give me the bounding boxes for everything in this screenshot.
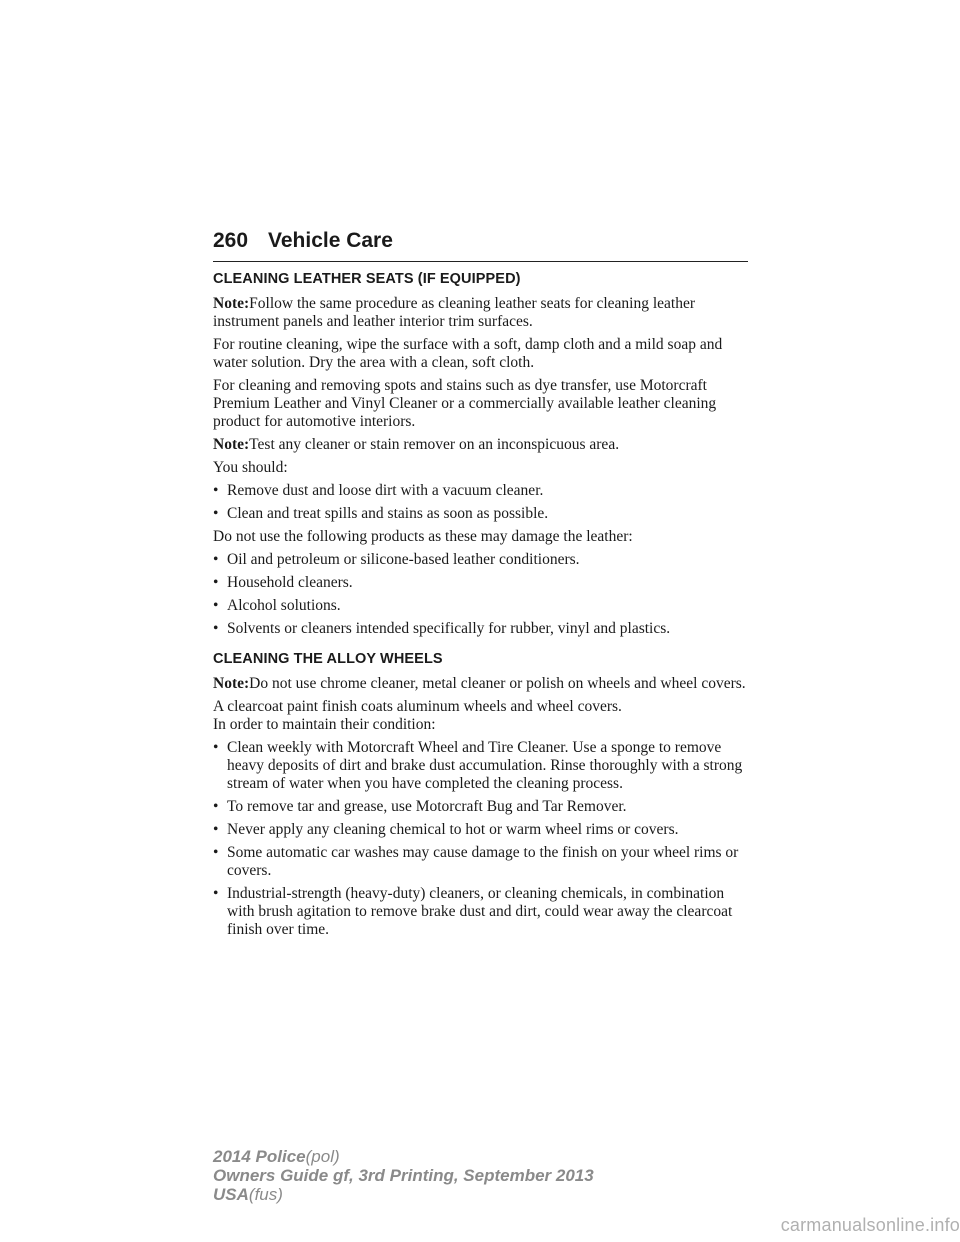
list-item bbox=[213, 739, 753, 793]
footer-region-code: (fus) bbox=[248, 1185, 283, 1204]
bullet-icon: • bbox=[213, 885, 219, 902]
list-item-text: Alcohol solutions. bbox=[227, 597, 341, 614]
should-intro: You should: bbox=[213, 459, 288, 476]
page-content bbox=[213, 270, 753, 944]
page-number: 260 bbox=[213, 229, 249, 252]
list-item bbox=[213, 821, 753, 839]
list-item-text: Solvents or cleaners intended specifically for rubber, vinyl and plastics. bbox=[227, 620, 671, 637]
wheels-list bbox=[213, 739, 753, 939]
bullet-icon: • bbox=[213, 739, 219, 756]
should-list bbox=[213, 482, 753, 523]
leather-para-2: For cleaning and removing spots and stains such as dye transfer, use Motorcraft Premium Leather and Vinyl Cleaner or a commercially available leather cleaning product for automotive interiors. bbox=[213, 377, 717, 430]
watermark: carmanualsonline.info bbox=[780, 1215, 960, 1235]
list-item bbox=[213, 885, 753, 939]
bullet-icon: • bbox=[213, 798, 219, 815]
bullet-icon: • bbox=[213, 844, 219, 861]
wheels-para-line-1: A clearcoat paint finish coats aluminum wheels and wheel covers. bbox=[213, 698, 622, 715]
leather-heading: CLEANING LEATHER SEATS (IF EQUIPPED) bbox=[213, 271, 521, 287]
bullet-icon: • bbox=[213, 482, 219, 499]
bullet-icon: • bbox=[213, 574, 219, 591]
note-label: Note: bbox=[213, 436, 250, 453]
wheels-para-line-2: In order to maintain their condition: bbox=[213, 716, 436, 733]
avoid-intro: Do not use the following products as these may damage the leather: bbox=[213, 528, 633, 545]
list-item bbox=[213, 620, 753, 638]
page-footer bbox=[213, 1147, 594, 1204]
leather-note-1 bbox=[213, 295, 753, 331]
footer-region: USA bbox=[213, 1185, 249, 1204]
avoid-list bbox=[213, 551, 753, 638]
list-item bbox=[213, 844, 753, 880]
footer-line-2: Owners Guide gf, 3rd Printing, September 2013 bbox=[213, 1166, 594, 1185]
list-item-text: Remove dust and loose dirt with a vacuum cleaner. bbox=[227, 482, 544, 499]
bullet-icon: • bbox=[213, 620, 219, 637]
leather-para-1: For routine cleaning, wipe the surface with a soft, damp cloth and a mild soap and water solution. Dry the area with a clean, soft cloth. bbox=[213, 336, 723, 371]
footer-line-1 bbox=[213, 1147, 594, 1166]
wheels-note bbox=[213, 675, 753, 693]
list-item-text: Household cleaners. bbox=[227, 574, 353, 591]
footer-model: 2014 Police bbox=[213, 1147, 306, 1166]
wheels-para-1 bbox=[213, 698, 753, 734]
wheels-heading: CLEANING THE ALLOY WHEELS bbox=[213, 651, 443, 667]
list-item bbox=[213, 798, 753, 816]
section-title: Vehicle Care bbox=[268, 229, 393, 252]
leather-note-2 bbox=[213, 436, 753, 454]
note-label: Note: bbox=[213, 675, 250, 692]
note-text: Follow the same procedure as cleaning leather seats for cleaning leather instrument panels and leather interior trim surfaces. bbox=[213, 295, 696, 330]
list-item-text: Industrial-strength (heavy-duty) cleaners, or cleaning chemicals, in combination with brush agitation to remove brake dust and dirt, could wear away the clearcoat finish over time. bbox=[227, 885, 733, 938]
bullet-icon: • bbox=[213, 505, 219, 522]
footer-line-3 bbox=[213, 1185, 594, 1204]
list-item-text: Oil and petroleum or silicone-based leather conditioners. bbox=[227, 551, 580, 568]
page-header bbox=[213, 229, 748, 262]
list-item-text: Never apply any cleaning chemical to hot or warm wheel rims or covers. bbox=[227, 821, 679, 838]
bullet-icon: • bbox=[213, 551, 219, 568]
list-item bbox=[213, 505, 753, 523]
list-item bbox=[213, 597, 753, 615]
bullet-icon: • bbox=[213, 821, 219, 838]
list-item-text: Clean weekly with Motorcraft Wheel and Tire Cleaner. Use a sponge to remove heavy deposits of dirt and brake dust accumulation. Rinse thoroughly with a strong stream of water when you have completed the cleaning process. bbox=[227, 739, 743, 792]
list-item bbox=[213, 574, 753, 592]
note-text: Do not use chrome cleaner, metal cleaner or polish on wheels and wheel covers. bbox=[249, 675, 746, 692]
list-item bbox=[213, 551, 753, 569]
list-item bbox=[213, 482, 753, 500]
list-item-text: Clean and treat spills and stains as soon as possible. bbox=[227, 505, 549, 522]
note-label: Note: bbox=[213, 295, 250, 312]
list-item-text: To remove tar and grease, use Motorcraft Bug and Tar Remover. bbox=[227, 798, 627, 815]
note-text: Test any cleaner or stain remover on an inconspicuous area. bbox=[249, 436, 620, 453]
list-item-text: Some automatic car washes may cause damage to the finish on your wheel rims or covers. bbox=[227, 844, 739, 879]
footer-model-code: (pol) bbox=[305, 1147, 340, 1166]
bullet-icon: • bbox=[213, 597, 219, 614]
